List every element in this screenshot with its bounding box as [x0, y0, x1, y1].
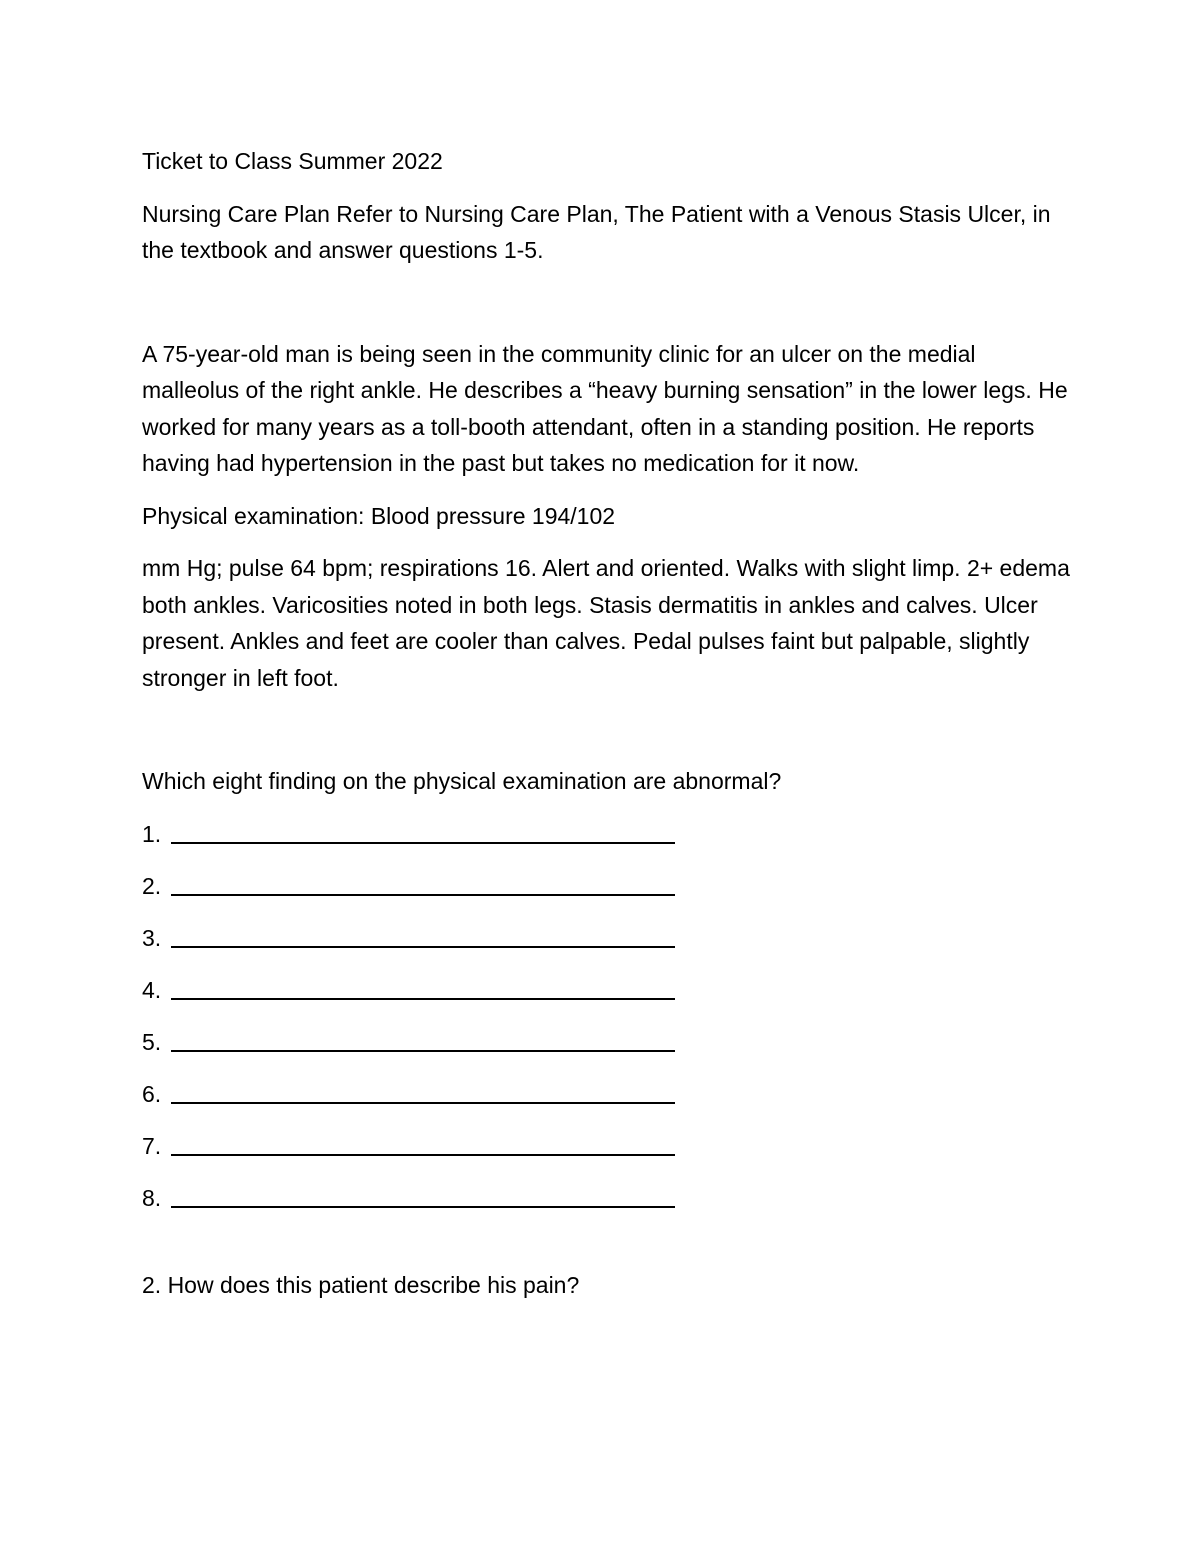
answer-number: 3. — [142, 924, 162, 951]
answer-number: 5. — [142, 1028, 162, 1055]
answer-blank[interactable] — [171, 972, 675, 1000]
answer-blank[interactable] — [171, 1128, 675, 1156]
answer-line-6 — [142, 1076, 1072, 1113]
answer-list — [142, 816, 1072, 1217]
answer-line-2 — [142, 868, 1072, 905]
answer-number: 4. — [142, 976, 162, 1003]
exam-findings: mm Hg; pulse 64 bpm; respirations 16. Alert and oriented. Walks with slight limp. 2+ edema both ankles. Varicosities noted in both legs. Stasis dermatitis in ankles and calves. Ulcer present. Ankles and feet are cooler than calves. Pedal pulses faint but palpable, slightly stronger in left foot. — [142, 555, 1070, 691]
answer-number: 6. — [142, 1080, 162, 1107]
answer-blank[interactable] — [171, 1180, 675, 1208]
answer-number: 7. — [142, 1132, 162, 1159]
answer-blank[interactable] — [171, 816, 675, 844]
document-title: Ticket to Class Summer 2022 — [142, 148, 443, 174]
question-2: 2. How does this patient describe his pain? — [142, 1272, 580, 1298]
question-1: Which eight finding on the physical examination are abnormal? — [142, 768, 782, 794]
answer-line-5 — [142, 1024, 1072, 1061]
answer-blank[interactable] — [171, 868, 675, 896]
answer-line-4 — [142, 972, 1072, 1009]
exam-label: Physical examination: Blood pressure 194/102 — [142, 502, 616, 529]
answer-blank[interactable] — [171, 1024, 675, 1052]
answer-number: 1. — [142, 820, 162, 847]
case-description: A 75-year-old man is being seen in the community clinic for an ulcer on the medial malleolus of the right ankle. He describes a “heavy burning sensation” in the lower legs. He worked for many years as a toll-booth attendant, often in a standing position. He reports having had hypertension in the past but takes no medication for it now. — [142, 340, 1068, 476]
answer-number: 2. — [142, 872, 162, 899]
answer-line-3 — [142, 920, 1072, 957]
answer-line-8 — [142, 1180, 1072, 1217]
document-content — [142, 143, 1072, 1304]
answer-blank[interactable] — [171, 1076, 675, 1104]
intro-paragraph: Nursing Care Plan Refer to Nursing Care Plan, The Patient with a Venous Stasis Ulcer, in the textbook and answer questions 1-5. — [142, 200, 1051, 263]
answer-line-1 — [142, 816, 1072, 853]
answer-blank[interactable] — [171, 920, 675, 948]
answer-line-7 — [142, 1128, 1072, 1165]
answer-number: 8. — [142, 1184, 162, 1211]
